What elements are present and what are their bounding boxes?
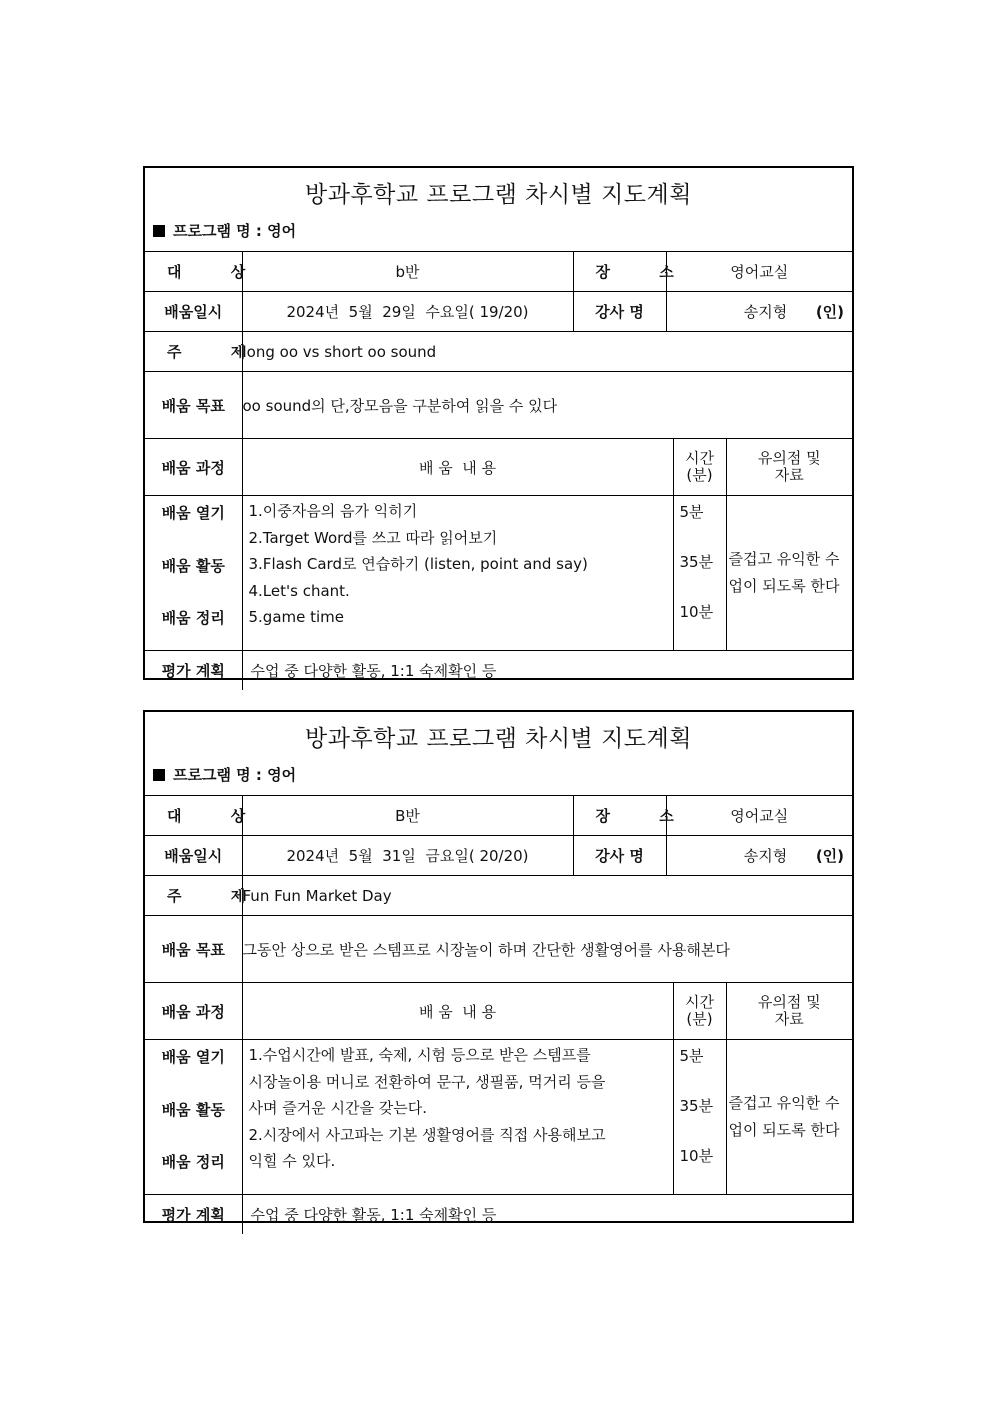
place-value: 영어교실 <box>666 252 852 292</box>
content-line: 2.시장에서 사고파는 기본 생활영어를 직접 사용해보고 <box>248 1125 606 1144</box>
content-line: 1.이중자음의 음가 익히기 <box>248 502 418 520</box>
target-label: 대 상 <box>145 252 242 292</box>
plan-header <box>145 712 852 795</box>
teacher-name: 송지형 <box>743 847 788 865</box>
goal-label: 배움 목표 <box>145 372 242 439</box>
date-row <box>145 836 852 876</box>
stage-open: 배움 열기 <box>161 1048 225 1066</box>
place-value: 영어교실 <box>666 796 852 836</box>
stage-close: 배움 정리 <box>161 1153 225 1171</box>
program-name-text: 프로그램 명 : 영어 <box>173 222 297 240</box>
content-line: 익힐 수 있다. <box>248 1152 336 1171</box>
process-body-row <box>145 1040 852 1195</box>
process-body-row <box>145 496 852 651</box>
topic-label: 주 제 <box>145 876 242 916</box>
time-close: 10분 <box>679 603 714 621</box>
time-cell <box>673 496 726 651</box>
stage-open: 배움 열기 <box>161 504 225 522</box>
target-row <box>145 252 852 292</box>
stage-close: 배움 정리 <box>161 609 225 627</box>
teacher-name: 송지형 <box>743 303 788 321</box>
notes-header: 유의점 및 자료 <box>726 983 852 1040</box>
process-header-row <box>145 983 852 1040</box>
date-value: 2024년 5월 29일 수요일( 19/20) <box>242 292 573 332</box>
goal-label: 배움 목표 <box>145 916 242 983</box>
goal-value: oo sound의 단,장모음을 구분하여 읽을 수 있다 <box>242 372 852 439</box>
date-value: 2024년 5월 31일 금요일( 20/20) <box>242 836 573 876</box>
plan-header <box>145 168 852 251</box>
plan-table <box>145 251 852 690</box>
content-header: 배 움 내 용 <box>242 983 673 1040</box>
content-cell <box>242 1040 673 1195</box>
square-bullet-icon <box>153 225 165 237</box>
eval-label: 평가 계획 <box>145 651 242 690</box>
notes-cell: 즐겁고 유익한 수업이 되도록 한다 <box>726 1040 852 1195</box>
time-activity: 35분 <box>679 553 714 571</box>
topic-row <box>145 876 852 916</box>
notes-cell: 즐겁고 유익한 수업이 되도록 한다 <box>726 496 852 651</box>
time-open: 5분 <box>679 1047 704 1065</box>
seal-mark: (인) <box>815 303 845 321</box>
goal-value: 그동안 상으로 받은 스템프로 시장놀이 하며 간단한 생활영어를 사용해본다 <box>242 916 852 983</box>
eval-label: 평가 계획 <box>145 1195 242 1234</box>
date-row <box>145 292 852 332</box>
process-label: 배움 과정 <box>145 439 242 496</box>
stage-cell <box>145 496 242 651</box>
square-bullet-icon <box>153 769 165 781</box>
date-label: 배움일시 <box>145 836 242 876</box>
plan-table <box>145 795 852 1234</box>
teacher-label: 강사 명 <box>573 836 666 876</box>
topic-label: 주 제 <box>145 332 242 372</box>
program-name-text: 프로그램 명 : 영어 <box>173 766 297 784</box>
eval-value: 수업 중 다양한 활동, 1:1 숙제확인 등 <box>242 1195 852 1234</box>
stage-activity: 배움 활동 <box>161 556 225 575</box>
goal-row <box>145 916 852 983</box>
lesson-plan-1 <box>143 166 854 680</box>
content-header: 배 움 내 용 <box>242 439 673 496</box>
eval-row <box>145 1195 852 1234</box>
teacher-cell <box>666 836 852 876</box>
content-cell <box>242 496 673 651</box>
goal-row <box>145 372 852 439</box>
program-name <box>153 764 296 785</box>
target-row <box>145 796 852 836</box>
program-name <box>153 220 296 241</box>
teacher-cell <box>666 292 852 332</box>
eval-row <box>145 651 852 690</box>
time-close: 10분 <box>679 1147 714 1165</box>
time-open: 5분 <box>679 503 704 521</box>
time-cell <box>673 1040 726 1195</box>
stage-cell <box>145 1040 242 1195</box>
seal-mark: (인) <box>815 847 845 865</box>
time-header: 시간 (분) <box>673 983 726 1040</box>
stage-activity: 배움 활동 <box>161 1100 225 1119</box>
eval-value: 수업 중 다양한 활동, 1:1 숙제확인 등 <box>242 651 852 690</box>
date-label: 배움일시 <box>145 292 242 332</box>
topic-value: Fun Fun Market Day <box>242 876 852 916</box>
target-label: 대 상 <box>145 796 242 836</box>
time-activity: 35분 <box>679 1097 714 1115</box>
content-line: 1.수업시간에 발표, 숙제, 시험 등으로 받은 스템프를 <box>248 1046 591 1064</box>
content-line: 3.Flash Card로 연습하기 (listen, point and say) <box>248 555 588 574</box>
content-line: 2.Target Word를 쓰고 따라 읽어보기 <box>248 528 498 547</box>
target-value: b반 <box>242 252 573 292</box>
content-line: 사며 즐거운 시간을 갖는다. <box>248 1099 427 1118</box>
topic-value: long oo vs short oo sound <box>242 332 852 372</box>
content-line: 5.game time <box>248 608 345 627</box>
lesson-plan-2 <box>143 710 854 1223</box>
place-label: 장 소 <box>573 252 666 292</box>
time-header: 시간 (분) <box>673 439 726 496</box>
plan-title: 방과후학교 프로그램 차시별 지도계획 <box>305 182 692 208</box>
teacher-label: 강사 명 <box>573 292 666 332</box>
notes-header: 유의점 및 자료 <box>726 439 852 496</box>
process-label: 배움 과정 <box>145 983 242 1040</box>
plan-title: 방과후학교 프로그램 차시별 지도계획 <box>305 726 692 752</box>
content-line: 4.Let's chant. <box>248 581 350 600</box>
process-header-row <box>145 439 852 496</box>
target-value: B반 <box>242 796 573 836</box>
content-line: 시장놀이용 머니로 전환하여 문구, 생필품, 먹거리 등을 <box>248 1072 606 1091</box>
topic-row <box>145 332 852 372</box>
place-label: 장 소 <box>573 796 666 836</box>
